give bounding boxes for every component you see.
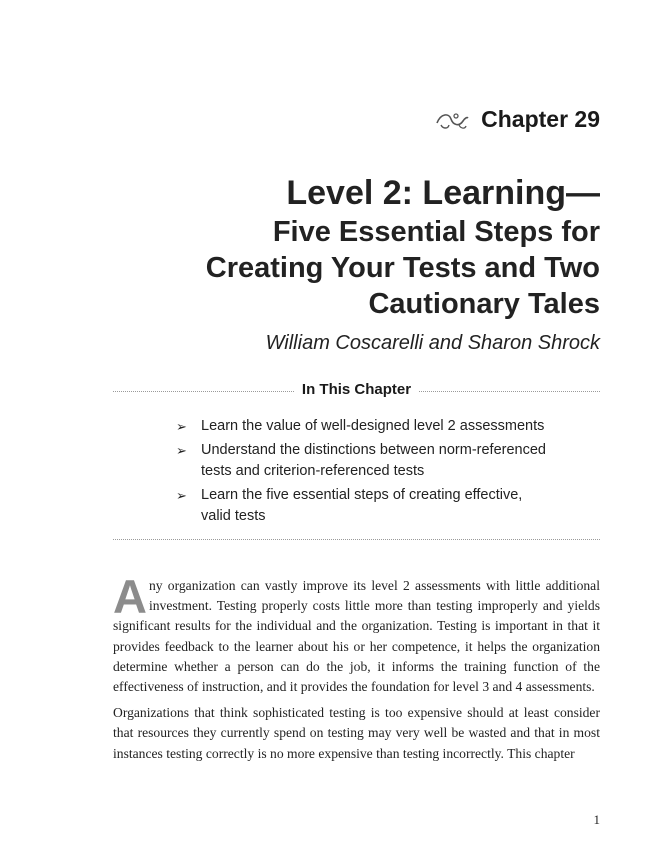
- paragraph-1-text: ny organization can vastly improve its level 2 assessments with little additional investment. Testing properly costs little more than testing improperly and yields significant results for the individual and the organization. Testing is important in that it provides feedback to the learner about his or her competence, it helps the organization determine whether a person can do the job, it informs the training function of the effectiveness of instruction, and it provides the foundation for level 3 and 4 assessments.: [113, 578, 600, 695]
- paragraph-2: Organizations that think sophisticated testing is too expensive should at least consider that resources they currently spend on testing may very well be wasted and that in most instances testing correctly is no more expensive than testing incorrectly. This chapter: [113, 705, 600, 761]
- objective-text: Learn the five essential steps of creating effective,: [201, 487, 523, 503]
- chapter-objectives: [176, 416, 576, 530]
- arrowhead-bullet-icon: ➢: [176, 443, 187, 458]
- title-line-3: Creating Your Tests and Two: [205, 252, 600, 284]
- paragraph-1: [113, 570, 600, 697]
- fleuron-icon: [435, 109, 469, 131]
- objective-text-continued: valid tests: [201, 508, 266, 524]
- title-line-2: Five Essential Steps for: [272, 216, 600, 248]
- chapter-label: Chapter 29: [481, 106, 600, 132]
- authors: William Coscarelli and Sharon Shrock: [265, 332, 600, 354]
- title-line-4: Cautionary Tales: [368, 288, 600, 320]
- objective-text: Understand the distinctions between norm-referenced: [201, 442, 546, 458]
- title-line-1: Level 2: Learning—: [286, 174, 600, 212]
- body-text: [113, 570, 600, 770]
- arrowhead-bullet-icon: ➢: [176, 488, 187, 503]
- objective-item: [176, 485, 576, 527]
- objective-item: [176, 440, 576, 482]
- divider-bottom: [113, 539, 600, 540]
- in-this-chapter-label: In This Chapter: [294, 381, 419, 398]
- in-this-chapter-heading: [0, 381, 672, 399]
- chapter-heading: [435, 106, 600, 133]
- objective-text: Learn the value of well-designed level 2 assessments: [201, 418, 545, 434]
- objective-text-continued: tests and criterion-referenced tests: [201, 463, 425, 479]
- arrowhead-bullet-icon: ➢: [176, 419, 187, 434]
- drop-cap: A: [113, 570, 147, 623]
- chapter-title: [80, 172, 600, 322]
- page-number: 1: [593, 812, 600, 827]
- objective-item: [176, 416, 576, 437]
